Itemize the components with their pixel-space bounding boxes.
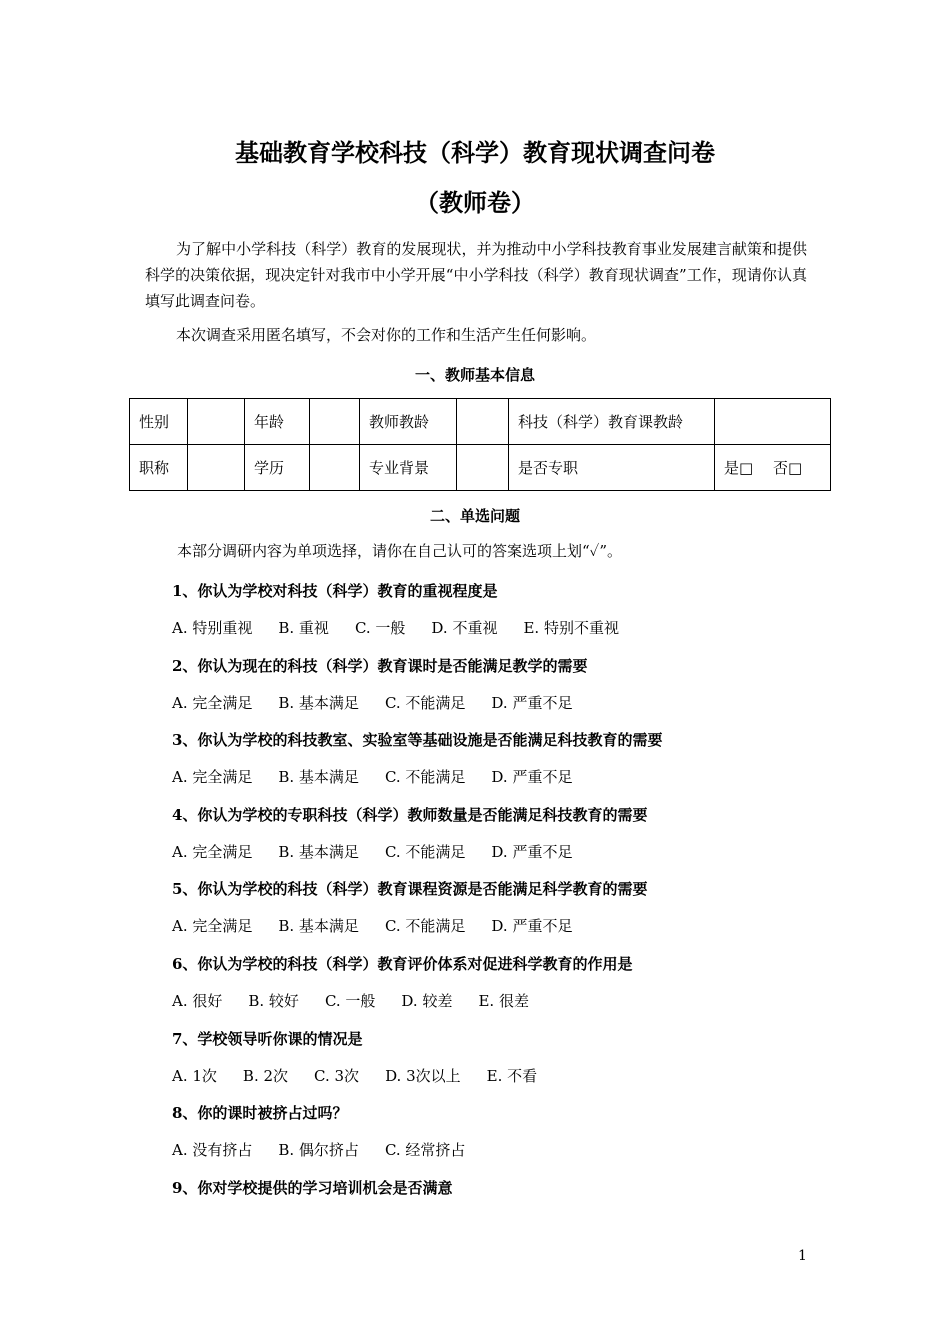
science-teaching-years-field[interactable] xyxy=(715,399,831,445)
table-row xyxy=(130,445,831,491)
question-6: 6、你认为学校的科技（科学）教育评价体系对促进科学教育的作用是 xyxy=(172,955,633,973)
question-1-options xyxy=(172,617,645,638)
question-1: 1、你认为学校对科技（科学）教育的重视程度是 xyxy=(172,582,498,600)
label-teaching-years: 教师教龄 xyxy=(360,399,457,445)
teaching-years-field[interactable] xyxy=(457,399,509,445)
anonymous-note: 本次调查采用匿名填写，不会对你的工作和生活产生任何影响。 xyxy=(176,326,597,344)
answer-option[interactable]: B. 较好 xyxy=(248,992,299,1010)
answer-option[interactable]: C. 不能满足 xyxy=(384,694,466,712)
full-time-checkboxes[interactable]: 是□ 否□ xyxy=(715,445,831,491)
answer-option[interactable]: A. 很好 xyxy=(172,992,223,1010)
label-major: 专业背景 xyxy=(360,445,457,491)
label-title: 职称 xyxy=(130,445,188,491)
age-field[interactable] xyxy=(310,399,360,445)
answer-option[interactable]: C. 不能满足 xyxy=(384,768,466,786)
answer-option[interactable]: E. 不看 xyxy=(486,1067,538,1085)
teacher-info-table xyxy=(129,398,831,491)
major-field[interactable] xyxy=(457,445,509,491)
answer-option[interactable]: A. 完全满足 xyxy=(172,768,253,786)
answer-option[interactable]: A. 完全满足 xyxy=(172,917,253,935)
table-row xyxy=(130,399,831,445)
answer-option[interactable]: A. 完全满足 xyxy=(172,843,253,861)
answer-option[interactable]: D. 严重不足 xyxy=(491,917,573,935)
education-field[interactable] xyxy=(310,445,360,491)
page-title: 基础教育学校科技（科学）教育现状调查问卷 xyxy=(235,139,715,167)
answer-option[interactable]: A. 没有挤占 xyxy=(172,1141,253,1159)
question-3: 3、你认为学校的科技教室、实验室等基础设施是否能满足科技教育的需要 xyxy=(172,731,663,749)
answer-option[interactable]: C. 一般 xyxy=(354,619,406,637)
answer-option[interactable]: B. 基本满足 xyxy=(278,843,359,861)
label-gender: 性别 xyxy=(130,399,188,445)
question-9: 9、你对学校提供的学习培训机会是否满意 xyxy=(172,1179,453,1197)
question-5: 5、你认为学校的科技（科学）教育课程资源是否能满足科学教育的需要 xyxy=(172,880,648,898)
question-3-options xyxy=(172,766,598,787)
title-field[interactable] xyxy=(188,445,245,491)
answer-option[interactable]: B. 重视 xyxy=(278,619,329,637)
question-2: 2、你认为现在的科技（科学）教育课时是否能满足教学的需要 xyxy=(172,657,588,675)
answer-option[interactable]: B. 基本满足 xyxy=(278,694,359,712)
question-5-options xyxy=(172,915,598,936)
intro-paragraph: 为了解中小学科技（科学）教育的发展现状，并为推动中小学科技教育事业发展建言献策和提供科学的决策依据，现决定针对我市中小学开展“中小学科技（科学）教育现状调查”工作，现请你认真填写此调查问卷。 xyxy=(145,240,807,310)
answer-option[interactable]: A. 1次 xyxy=(172,1067,217,1085)
question-8-options xyxy=(172,1139,491,1160)
answer-option[interactable]: E. 特别不重视 xyxy=(523,619,619,637)
question-4-options xyxy=(172,841,598,862)
answer-option[interactable]: C. 经常挤占 xyxy=(384,1141,466,1159)
section-instruction: 本部分调研内容为单项选择，请你在自己认可的答案选项上划“✓”。 xyxy=(177,542,623,560)
answer-option[interactable]: C. 不能满足 xyxy=(384,917,466,935)
answer-option[interactable]: D. 严重不足 xyxy=(491,843,573,861)
question-8: 8、你的课时被挤占过吗？ xyxy=(172,1104,348,1122)
question-4: 4、你认为学校的专职科技（科学）教师数量是否能满足科技教育的需要 xyxy=(172,806,648,824)
answer-option[interactable]: C. 一般 xyxy=(324,992,376,1010)
answer-option[interactable]: B. 2次 xyxy=(242,1067,289,1085)
gender-field[interactable] xyxy=(188,399,245,445)
label-education: 学历 xyxy=(245,445,310,491)
answer-option[interactable]: B. 基本满足 xyxy=(278,917,359,935)
answer-option[interactable]: D. 严重不足 xyxy=(491,768,573,786)
answer-option[interactable]: B. 基本满足 xyxy=(278,768,359,786)
label-age: 年龄 xyxy=(245,399,310,445)
question-6-options xyxy=(172,990,555,1011)
label-full-time: 是否专职 xyxy=(509,445,715,491)
answer-option[interactable]: D. 不重视 xyxy=(431,619,498,637)
answer-option[interactable]: C. 不能满足 xyxy=(384,843,466,861)
label-science-teaching-years: 科技（科学）教育课教龄 xyxy=(509,399,715,445)
question-7: 7、学校领导听你课的情况是 xyxy=(172,1030,363,1048)
answer-option[interactable]: D. 严重不足 xyxy=(491,694,573,712)
question-2-options xyxy=(172,692,598,713)
answer-option[interactable]: D. 3次以上 xyxy=(385,1067,461,1085)
answer-option[interactable]: C. 3次 xyxy=(314,1067,360,1085)
answer-option[interactable]: A. 完全满足 xyxy=(172,694,253,712)
answer-option[interactable]: E. 很差 xyxy=(478,992,529,1010)
page-number: 1 xyxy=(798,1248,807,1264)
answer-option[interactable]: A. 特别重视 xyxy=(172,619,253,637)
section-heading-basic-info: 一、教师基本信息 xyxy=(414,366,535,384)
answer-option[interactable]: D. 较差 xyxy=(401,992,453,1010)
question-7-options xyxy=(172,1065,563,1086)
page-subtitle: （教师卷） xyxy=(415,189,535,217)
section-heading-single-choice: 二、单选问题 xyxy=(429,507,520,525)
answer-option[interactable]: B. 偶尔挤占 xyxy=(278,1141,359,1159)
